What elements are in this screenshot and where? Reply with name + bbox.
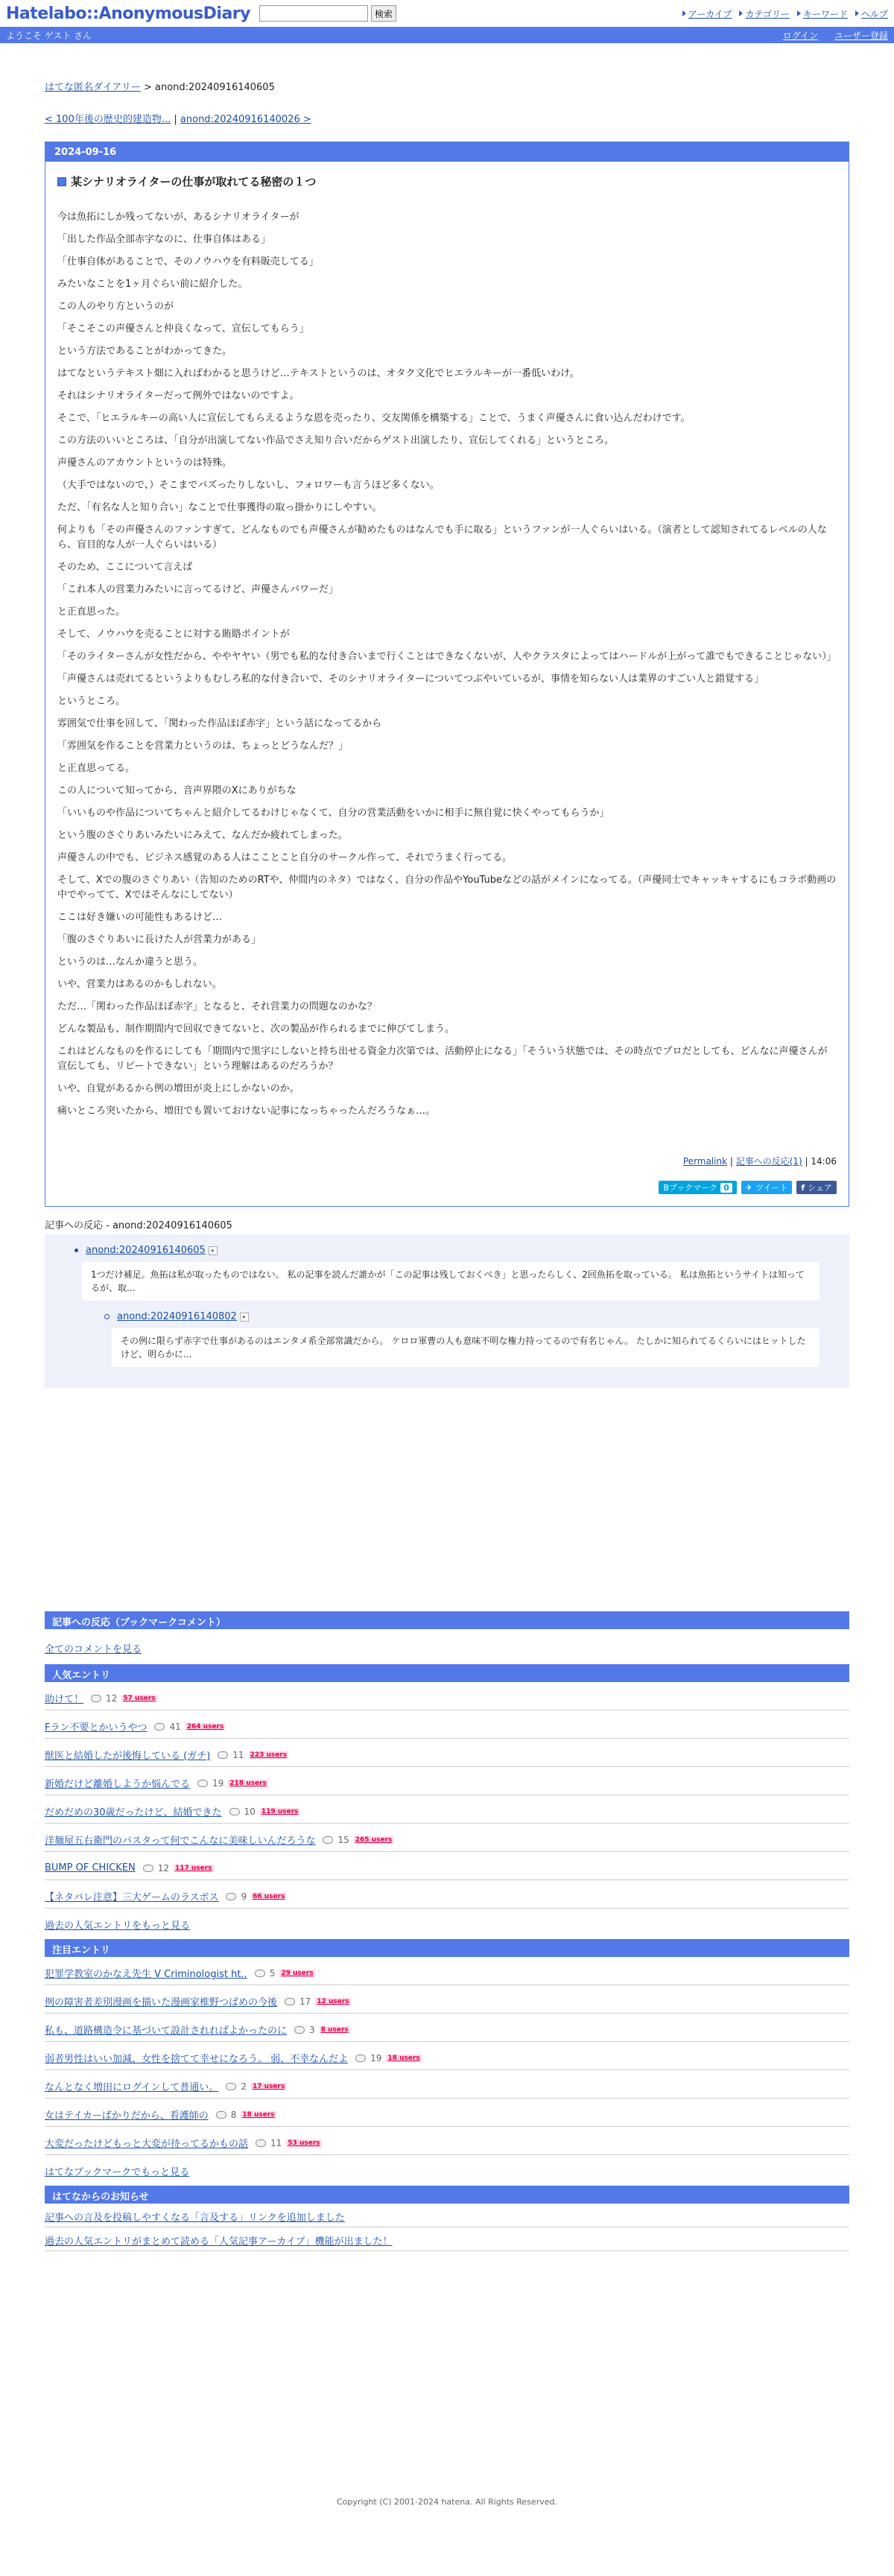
search-input[interactable] bbox=[259, 5, 368, 22]
comment-count: 8 bbox=[230, 2109, 237, 2120]
entry-title-link[interactable]: 私も、道路構造令に基づいて設計されればよかったのに bbox=[45, 2025, 288, 2037]
article-paragraph: ただ、「有名な人と知り合い」なことで仕事獲得の取っ掛かりにしやすい。 bbox=[57, 502, 382, 513]
article-paragraph: どんな製品も、制作期間内で回収できてないと、次の製品が作られるまでに伸びてしまう。 bbox=[57, 1024, 455, 1035]
reactions-link[interactable]: 記事への反応(1) bbox=[735, 1156, 802, 1167]
article-paragraph: （大手ではないので、）そこまでバズったりしないし、フォロワーも言うほど多くない。 bbox=[57, 480, 440, 491]
notice-item bbox=[45, 2227, 849, 2251]
reaction-link[interactable]: anond:20240916140802 bbox=[117, 1311, 237, 1322]
tweet-label: ツイート bbox=[755, 1183, 788, 1193]
entry-title-link[interactable]: 例の障害者差別漫画を描いた漫画家椎野つばめの今後 bbox=[45, 1997, 278, 2008]
comment-bubble-icon bbox=[226, 2083, 236, 2090]
users-badge[interactable]: 12 users bbox=[317, 1997, 349, 2005]
article-paragraph: というところ。 bbox=[57, 696, 126, 707]
arrow-right-icon bbox=[855, 10, 859, 16]
list-item bbox=[45, 2070, 849, 2098]
entry-title-link[interactable]: だめだめの30歳だったけど、結婚できた bbox=[45, 1807, 222, 1818]
attention-entries-title: 注目エントリ bbox=[45, 1939, 849, 1957]
share-label: シェア bbox=[808, 1183, 832, 1193]
notice-list bbox=[45, 2204, 849, 2251]
users-badge[interactable]: 117 users bbox=[174, 1864, 212, 1872]
account-links bbox=[770, 29, 888, 42]
article-paragraph: と正直思った。 bbox=[57, 606, 126, 618]
article-paragraph: 「声優さんは売れてるというよりもむしろ私的な付き合いで、そのシナリオライターについてつぶやいているが、事情を知らない人は業界のすごい人と錯覚する」 bbox=[57, 673, 764, 685]
article-paragraph: 雰囲気で仕事を回して、「関わった作品ほぼ赤字」という話になってるから bbox=[57, 718, 382, 729]
hatena-bookmark-count: 0 bbox=[720, 1183, 732, 1193]
comment-count: 9 bbox=[241, 1891, 247, 1902]
article-paragraph: 「仕事自体があることで、そのノウハウを有料販売してる」 bbox=[57, 256, 319, 267]
users-badge[interactable]: 57 users bbox=[123, 1694, 156, 1702]
nav-archive-link[interactable] bbox=[682, 7, 732, 20]
reaction-link[interactable]: anond:20240916140605 bbox=[86, 1245, 206, 1256]
article-paragraph: 声優さんの中でも、ビジネス感覚のある人はこことこと自分のサークル作って、それでうまく行ってる。 bbox=[57, 852, 512, 863]
comment-bubble-icon bbox=[91, 1695, 101, 1702]
comment-count: 19 bbox=[212, 1777, 224, 1789]
comment-bubble-icon bbox=[143, 1865, 153, 1872]
entry-title-link[interactable]: Fラン不要とかいうやつ bbox=[45, 1722, 148, 1733]
article-paragraph: というのは…なんか違うと思う。 bbox=[57, 957, 203, 968]
article-paragraph: という腹のさぐりあいみたいにみえて、なんだか疲れてしまった。 bbox=[57, 830, 348, 841]
comment-bubble-icon bbox=[229, 1808, 240, 1815]
users-badge[interactable]: 8 users bbox=[320, 2025, 349, 2034]
article-paragraph: 「腹のさぐりあいに長けた人が営業力がある」 bbox=[57, 934, 261, 945]
article-paragraph: 声優さんのアカウントというのは特殊。 bbox=[57, 457, 232, 469]
search-form bbox=[259, 5, 396, 22]
nav-keyword-label: キーワード bbox=[802, 8, 848, 19]
reaction-snippet: 1つだけ補足。魚拓は私が取ったものではない。 私の記事を読んだ誰かが「この記事は残しておくべき」と思ったらしく、2回魚拓を取っている。 私は魚拓というサイトは知ってるが、取... bbox=[82, 1262, 820, 1301]
breadcrumb-home-link[interactable]: はてな匿名ダイアリー bbox=[45, 82, 141, 93]
share-buttons bbox=[57, 1181, 837, 1194]
reaction-snippet: その例に限らず赤字で仕事があるのはエンタメ系全部常識だから。 ケロロ軍曹の人も意味不明な権力持ってるので有名じゃん。 たしかに知られてるくらいにはヒットしたけど、明らかに... bbox=[112, 1328, 820, 1367]
entry-title-link[interactable]: BUMP OF CHICKEN bbox=[45, 1862, 136, 1874]
list-item bbox=[45, 1767, 849, 1795]
nav-archive-label: アーカイブ bbox=[688, 8, 732, 19]
comment-count: 15 bbox=[337, 1834, 349, 1845]
entry-title-link[interactable]: なんとなく増田にログインして普通い。 bbox=[45, 2082, 219, 2093]
entry-title-link[interactable]: 獣医と結婚したが後悔している (ガチ) bbox=[45, 1751, 211, 1762]
welcome-bar bbox=[0, 27, 894, 43]
prev-next-nav bbox=[45, 111, 849, 125]
nav-category-link[interactable] bbox=[739, 7, 790, 20]
article-paragraph: 「そこそこの声優さんと仲良くなって、宣伝してもらう」 bbox=[57, 323, 309, 334]
users-badge[interactable]: 53 users bbox=[288, 2139, 320, 2147]
users-badge[interactable]: 66 users bbox=[253, 1892, 285, 1900]
reactions-title: 記事への反応 - anond:20240916140605 bbox=[45, 1220, 232, 1231]
list-item bbox=[45, 2098, 849, 2127]
comment-bubble-icon bbox=[255, 1970, 265, 1977]
next-entry-link[interactable]: anond:20240916140026 > bbox=[180, 114, 311, 125]
article-text bbox=[57, 210, 837, 1119]
list-item bbox=[45, 1739, 849, 1767]
entry-title-link[interactable]: 洋麺屋五右衛門のパスタって何でこんなに美味しいんだろうな bbox=[45, 1836, 316, 1847]
arrow-right-icon bbox=[682, 10, 686, 16]
article-paragraph: 「そのライターさんが女性だから、ややヤヤい（男でも私的な付き合いまで行くことはできなくないが、人やクラスタによってはハードルが上がって誰でもできることじゃない）」 bbox=[57, 651, 837, 662]
article-paragraph: そして、ノウハウを売ることに対する賄賂ポイントが bbox=[57, 629, 290, 640]
article-paragraph: はてなというテキスト畑に入ればわかると思うけど…テキストというのは、オタク文化でヒエラルキーが一番低いわけ。 bbox=[57, 368, 580, 379]
article-paragraph: 「出した作品全部赤字なのに、仕事自体はある」 bbox=[57, 234, 271, 245]
top-nav bbox=[682, 7, 888, 20]
comment-count: 11 bbox=[232, 1749, 244, 1760]
article-body bbox=[45, 162, 849, 1206]
search-button[interactable]: 検索 bbox=[371, 5, 396, 22]
article-paragraph: そこで、「ヒエラルキーの高い人に宣伝してもらえるような恩を売ったり、交友関係を構築する」ことで、うまく声優さんに食い込んだわけです。 bbox=[57, 413, 691, 424]
list-item bbox=[45, 1824, 849, 1852]
popular-more-link[interactable]: 過去の人気エントリをもっと見る bbox=[45, 1920, 191, 1932]
register-link[interactable]: ユーザー登録 bbox=[834, 30, 888, 41]
article-paragraph: 「いいものや作品についてちゃんと紹介してるわけじゃなくて、自分の営業活動をいかに相手に無自覚に快くやってもらうか」 bbox=[57, 808, 609, 819]
article-paragraph: それはシナリオライターだって例外ではないのですよ。 bbox=[57, 390, 299, 402]
list-item bbox=[45, 1710, 849, 1739]
bird-icon: ✈ bbox=[745, 1182, 752, 1193]
entry-title-link[interactable]: 犯罪学教室のかなえ先生 V Criminologist ht.. bbox=[45, 1969, 247, 1980]
entry-title-link[interactable]: 新婚だけど離婚しようか悩んでる bbox=[45, 1779, 191, 1790]
list-item bbox=[45, 1682, 849, 1710]
article-paragraph: これはどんなものを作るにしても「期間内で黒字にしないと持ち出せる資金力次第では、活動停止になる」「そういう状態では、その時点でプロだとしても、どんなに声優さんが宣伝しても、リピートできない」という理解はあるのだろうか？ bbox=[57, 1046, 828, 1072]
nav-help-label: ヘルプ bbox=[860, 8, 888, 19]
list-item bbox=[45, 2042, 849, 2070]
comment-count: 11 bbox=[270, 2137, 282, 2148]
users-badge[interactable]: 264 users bbox=[186, 1722, 224, 1730]
breadcrumb-current: anond:20240916140605 bbox=[155, 82, 275, 93]
prev-entry-link[interactable]: < 100年後の歴史的建造物... bbox=[45, 114, 171, 125]
breadcrumb bbox=[45, 79, 849, 93]
article-box bbox=[45, 142, 849, 1207]
users-badge[interactable]: 218 users bbox=[229, 1779, 267, 1787]
bookmark-section-title: 記事への反応（ブックマークコメント） bbox=[45, 1611, 849, 1629]
comment-count: 10 bbox=[244, 1806, 256, 1817]
reactions-tree bbox=[45, 1234, 849, 1388]
notice-item bbox=[45, 2204, 849, 2227]
article-paragraph: 「これ本人の営業力みたいに言ってるけど、声優さんパワーだ」 bbox=[57, 584, 339, 595]
comment-bubble-icon bbox=[218, 1751, 228, 1759]
list-item bbox=[45, 1880, 849, 1909]
article-date: 2024-09-16 bbox=[45, 142, 849, 162]
login-link[interactable]: ログイン bbox=[782, 30, 819, 41]
hatena-bookmark-button[interactable] bbox=[659, 1181, 736, 1194]
users-badge[interactable]: 119 users bbox=[261, 1807, 299, 1815]
article-footer: Permalink | 記事への反応(1) | 14:06 bbox=[682, 1156, 837, 1167]
article-paragraph: この方法のいいところは、「自分が出演してない作品でさえ知り合いだからゲスト出演したり、宣伝してくれる」というところ。 bbox=[57, 435, 614, 446]
users-badge[interactable]: 18 users bbox=[387, 2054, 420, 2062]
article-paragraph: 今は魚拓にしか残ってないが、あるシナリオライターが bbox=[57, 212, 299, 223]
comment-bubble-icon bbox=[256, 2139, 266, 2147]
nav-keyword-link[interactable] bbox=[797, 7, 848, 20]
facebook-share-button[interactable] bbox=[796, 1181, 837, 1194]
article-paragraph: そのため、ここについて言えば bbox=[57, 562, 193, 573]
users-badge[interactable]: 18 users bbox=[242, 2110, 275, 2119]
entry-title-link[interactable]: 大変だったけどもっと大変が待ってるかもの話 bbox=[45, 2139, 249, 2150]
welcome-text: ようこそ ゲスト さん bbox=[6, 30, 92, 41]
nested-reactions bbox=[104, 1311, 820, 1367]
entry-title-link[interactable]: 【ネタバレ注意】三大ゲームのラスボス bbox=[45, 1892, 219, 1903]
notice-title: はてなからのお知らせ bbox=[45, 2186, 849, 2204]
users-badge[interactable]: 17 users bbox=[253, 2082, 285, 2090]
expand-toggle-icon[interactable]: ▸ bbox=[240, 1313, 249, 1322]
list-item bbox=[45, 1957, 849, 1985]
article-paragraph: そして、Xでの腹のさぐりあい（告知のためのRTや、仲間内のネタ）ではなく、自分の作品やYouTubeなどの話がメインになってる。（声優同士でキャッキャするにもコラボ動画の中でやってて、Xではそんなにしてない） bbox=[57, 875, 837, 901]
article-paragraph: ここは好き嫌いの可能性もあるけど… bbox=[57, 912, 223, 923]
arrow-right-icon bbox=[739, 10, 743, 16]
top-bar bbox=[0, 0, 894, 27]
article-paragraph: この人のやり方というのが bbox=[57, 301, 174, 312]
comment-count: 41 bbox=[169, 1721, 181, 1732]
entry-square-icon bbox=[57, 177, 66, 186]
reaction-item bbox=[104, 1311, 820, 1322]
popular-entries-title: 人気エントリ bbox=[45, 1664, 849, 1682]
list-item bbox=[45, 1985, 849, 2014]
entry-title-link[interactable]: 女はテイカーばかりだから、看護師の bbox=[45, 2110, 209, 2122]
comment-bubble-icon bbox=[294, 2026, 305, 2034]
article-paragraph: ただ…「関わった作品ほぼ赤字」となると、それ営業力の問題なのかな？ bbox=[57, 1001, 377, 1012]
all-comments-row bbox=[45, 1641, 849, 1655]
users-badge[interactable]: 29 users bbox=[281, 1969, 314, 1977]
nav-category-label: カテゴリー bbox=[745, 8, 790, 19]
popular-more-row bbox=[45, 1917, 849, 1932]
post-time: 14:06 bbox=[811, 1156, 837, 1167]
top-bar-left bbox=[6, 4, 396, 23]
comment-count: 19 bbox=[370, 2052, 382, 2063]
reaction-item bbox=[74, 1245, 820, 1256]
article-paragraph: と正直思ってる。 bbox=[57, 763, 136, 774]
notice-link[interactable]: 過去の人気エントリがまとめて読める「人気記事アーカイブ」機能が出ました！ bbox=[45, 2236, 393, 2247]
comment-count: 5 bbox=[269, 1967, 276, 1979]
main-content bbox=[45, 79, 849, 2517]
comment-bubble-icon bbox=[226, 1893, 236, 1900]
breadcrumb-separator: > bbox=[140, 82, 156, 93]
site-logo[interactable]: Hatelabo::AnonymousDiary bbox=[6, 4, 250, 23]
users-badge[interactable]: 265 users bbox=[355, 1836, 393, 1844]
arrow-right-icon bbox=[797, 10, 801, 16]
article-paragraph: 痛いところ突いたから、増田でも置いておけない記事になっちゃったんだろうなぁ…。 bbox=[57, 1105, 436, 1117]
comment-bubble-icon bbox=[323, 1836, 333, 1844]
list-item bbox=[45, 1852, 849, 1880]
users-badge[interactable]: 223 users bbox=[250, 1751, 288, 1759]
nav-help-link[interactable] bbox=[855, 7, 888, 20]
comment-bubble-icon bbox=[355, 2055, 366, 2062]
hatena-bookmark-label: Bブックマーク bbox=[663, 1183, 718, 1193]
copyright: Copyright (C) 2001-2024 hatena. All Rights Reserved. bbox=[337, 2497, 557, 2507]
article-paragraph: いや、自覚があるから例の増田が炎上にしかないのか。 bbox=[57, 1083, 299, 1094]
prev-next-separator: | bbox=[171, 114, 180, 125]
list-item bbox=[45, 2014, 849, 2042]
facebook-icon: f bbox=[801, 1182, 805, 1193]
comment-count: 17 bbox=[299, 1996, 311, 2007]
bookmark-section bbox=[45, 1611, 849, 2251]
comment-count: 12 bbox=[157, 1862, 169, 1874]
list-item bbox=[45, 2127, 849, 2155]
comment-count: 12 bbox=[106, 1693, 118, 1704]
comment-bubble-icon bbox=[216, 2111, 226, 2119]
notice-link[interactable]: 記事への言及を投稿しやすくなる「言及する」リンクを追加しました bbox=[45, 2212, 345, 2224]
list-item bbox=[45, 1795, 849, 1824]
entry-title-link[interactable]: 弱者男性はいい加減、女性を捨てて幸せになろう。 弱、不幸なんだよ bbox=[45, 2054, 349, 2065]
all-comments-link[interactable]: 全てのコメントを見る bbox=[45, 1644, 142, 1655]
permalink-link[interactable]: Permalink bbox=[682, 1156, 728, 1167]
article-paragraph: いや、営業力はあるのかもしれない。 bbox=[57, 979, 222, 990]
article-paragraph: 何よりも「その声優さんのファンすぎて、どんなものでも声優さんが勧めたものはなんでも手に取る」というファンが一人ぐらいはいる。（演者として認知されてるレベルの人なら、盲目的な人が一人ぐらいはいる） bbox=[57, 524, 827, 551]
hatebu-more-link[interactable]: はてなブックマークでもっと見る bbox=[45, 2167, 190, 2178]
popular-entries-list bbox=[45, 1682, 849, 1909]
comment-bubble-icon bbox=[197, 1780, 208, 1787]
article-paragraph: この人について知ってから、音声界隈のXにありがちな bbox=[57, 785, 297, 796]
comment-bubble-icon bbox=[154, 1723, 165, 1730]
entry-title-link[interactable]: 助けて！ bbox=[45, 1694, 84, 1705]
article-paragraph: という方法であることがわかってきた。 bbox=[57, 346, 232, 357]
article-paragraph: 「雰囲気を作ることを営業力というのは、ちょっとどうなんだ？」 bbox=[57, 740, 349, 752]
comment-count: 3 bbox=[309, 2024, 315, 2035]
tweet-button[interactable] bbox=[741, 1181, 793, 1194]
expand-toggle-icon[interactable]: ▸ bbox=[209, 1246, 218, 1255]
attention-entries-list bbox=[45, 1957, 849, 2155]
comment-bubble-icon bbox=[285, 1998, 295, 2005]
article-paragraph: みたいなことを1ヶ月ぐらい前に紹介した。 bbox=[57, 279, 248, 290]
comment-count: 2 bbox=[241, 2081, 247, 2092]
article-title-text: 某シナリオライターの仕事が取れてる秘密の１つ bbox=[71, 175, 317, 188]
article-title bbox=[57, 174, 837, 189]
hatebu-more-row bbox=[45, 2164, 849, 2178]
